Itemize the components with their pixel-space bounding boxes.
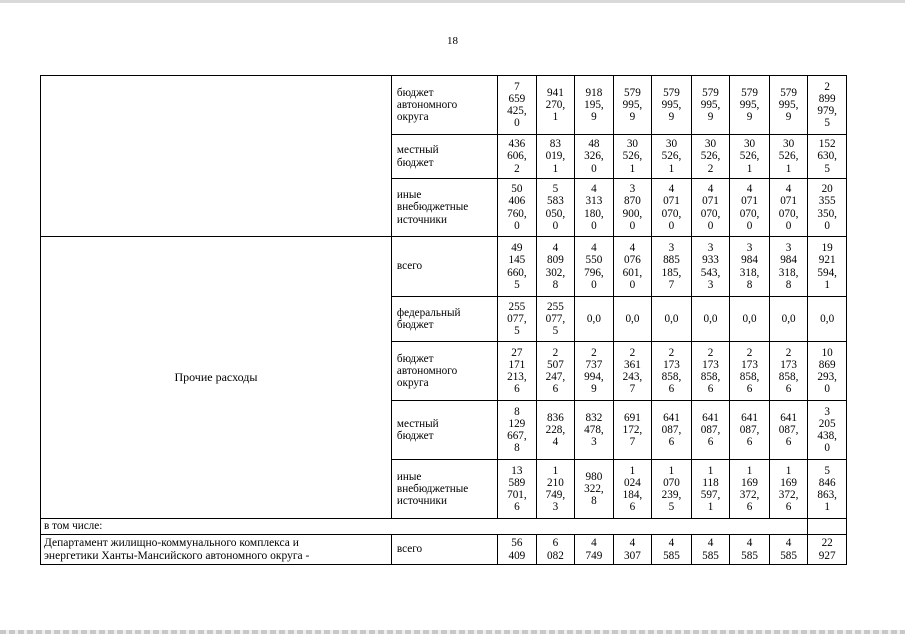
table-row (41, 535, 847, 565)
value-cell: 579 995, 9 (652, 76, 692, 135)
value-cell: 4 307 (613, 535, 652, 565)
value-cell: 4 585 (730, 535, 770, 565)
value-cell: 641 087, 6 (652, 401, 692, 460)
value-cell: 10 869 293, 0 (808, 342, 847, 401)
value-cell: 56 409 (498, 535, 537, 565)
value-cell: 4 076 601, 0 (613, 237, 652, 297)
value-cell: 4 809 302, 8 (536, 237, 575, 297)
value-cell: 2 173 858, 6 (769, 342, 808, 401)
value-cell: 4 585 (769, 535, 808, 565)
value-cell: 4 071 070, 0 (730, 179, 770, 237)
value-cell: 1 070 239, 5 (652, 460, 692, 519)
value-cell: 19 921 594, 1 (808, 237, 847, 297)
value-cell: 13 589 701, 6 (498, 460, 537, 519)
value-cell: 641 087, 6 (691, 401, 730, 460)
value-cell: 579 995, 9 (730, 76, 770, 135)
budget-table (40, 75, 847, 565)
value-cell: 1 169 372, 6 (769, 460, 808, 519)
funding-source-cell: бюджет автономного округа (391, 76, 497, 135)
value-cell: 1 210 749, 3 (536, 460, 575, 519)
value-cell: 579 995, 9 (691, 76, 730, 135)
table-row (41, 76, 847, 135)
funding-source-cell: федеральный бюджет (391, 297, 497, 342)
funding-source-cell: всего (391, 237, 497, 297)
value-cell: 3 984 318, 8 (730, 237, 770, 297)
value-cell: 2 173 858, 6 (652, 342, 692, 401)
value-cell: 48 326, 0 (575, 135, 614, 179)
value-cell: 1 118 597, 1 (691, 460, 730, 519)
funding-source-cell: иные внебюджетные источники (391, 179, 497, 237)
value-cell: 4 071 070, 0 (769, 179, 808, 237)
value-cell: 4 550 796, 0 (575, 237, 614, 297)
value-cell: 2 899 979, 5 (808, 76, 847, 135)
value-cell: 836 228, 4 (536, 401, 575, 460)
funding-source-cell: местный бюджет (391, 401, 497, 460)
empty-cell (808, 519, 847, 535)
value-cell: 3 933 543, 3 (691, 237, 730, 297)
value-cell: 0,0 (691, 297, 730, 342)
value-cell: 0,0 (730, 297, 770, 342)
value-cell: 27 171 213, 6 (498, 342, 537, 401)
value-cell: 30 526, 1 (730, 135, 770, 179)
value-cell: 0,0 (808, 297, 847, 342)
value-cell: 7 659 425, 0 (498, 76, 537, 135)
page-number: 18 (447, 35, 458, 47)
table-row (41, 519, 847, 535)
value-cell: 2 173 858, 6 (691, 342, 730, 401)
value-cell: 6 082 (536, 535, 575, 565)
value-cell: 4 585 (652, 535, 692, 565)
value-cell: 30 526, 1 (613, 135, 652, 179)
value-cell: 3 885 185, 7 (652, 237, 692, 297)
value-cell: 0,0 (575, 297, 614, 342)
value-cell: 1 024 184, 6 (613, 460, 652, 519)
value-cell: 641 087, 6 (730, 401, 770, 460)
value-cell: 30 526, 2 (691, 135, 730, 179)
value-cell: 22 927 (808, 535, 847, 565)
including-label: в том числе: (41, 519, 808, 535)
value-cell: 255 077, 5 (498, 297, 537, 342)
value-cell: 3 870 900, 0 (613, 179, 652, 237)
value-cell: 980 322, 8 (575, 460, 614, 519)
scan-bottom-edge (0, 630, 905, 634)
continued-program-cell (41, 76, 392, 237)
value-cell: 1 169 372, 6 (730, 460, 770, 519)
funding-source-cell: бюджет автономного округа (391, 342, 497, 401)
value-cell: 152 630, 5 (808, 135, 847, 179)
value-cell: 2 361 243, 7 (613, 342, 652, 401)
value-cell: 4 749 (575, 535, 614, 565)
value-cell: 436 606, 2 (498, 135, 537, 179)
value-cell: 832 478, 3 (575, 401, 614, 460)
value-cell: 641 087, 6 (769, 401, 808, 460)
funding-source-cell: всего (391, 535, 497, 565)
value-cell: 0,0 (652, 297, 692, 342)
value-cell: 941 270, 1 (536, 76, 575, 135)
value-cell: 2 737 994, 9 (575, 342, 614, 401)
value-cell: 20 355 350, 0 (808, 179, 847, 237)
value-cell: 3 205 438, 0 (808, 401, 847, 460)
program-label-cell: Прочие расходы (41, 237, 392, 519)
value-cell: 579 995, 9 (613, 76, 652, 135)
value-cell: 5 846 863, 1 (808, 460, 847, 519)
value-cell: 30 526, 1 (769, 135, 808, 179)
value-cell: 0,0 (613, 297, 652, 342)
table-row (41, 237, 847, 297)
value-cell: 8 129 667, 8 (498, 401, 537, 460)
funding-source-cell: иные внебюджетные источники (391, 460, 497, 519)
value-cell: 4 585 (691, 535, 730, 565)
department-label-cell: Департамент жилищно-коммунального комплекса и энергетики Ханты-Мансийского автономного округа - (41, 535, 392, 565)
value-cell: 4 071 070, 0 (691, 179, 730, 237)
value-cell: 30 526, 1 (652, 135, 692, 179)
value-cell: 50 406 760, 0 (498, 179, 537, 237)
funding-source-cell: местный бюджет (391, 135, 497, 179)
value-cell: 2 173 858, 6 (730, 342, 770, 401)
value-cell: 691 172, 7 (613, 401, 652, 460)
value-cell: 0,0 (769, 297, 808, 342)
value-cell: 918 195, 9 (575, 76, 614, 135)
scan-top-edge (0, 0, 905, 3)
value-cell: 4 313 180, 0 (575, 179, 614, 237)
value-cell: 255 077, 5 (536, 297, 575, 342)
value-cell: 3 984 318, 8 (769, 237, 808, 297)
value-cell: 579 995, 9 (769, 76, 808, 135)
value-cell: 5 583 050, 0 (536, 179, 575, 237)
value-cell: 2 507 247, 6 (536, 342, 575, 401)
value-cell: 83 019, 1 (536, 135, 575, 179)
value-cell: 4 071 070, 0 (652, 179, 692, 237)
value-cell: 49 145 660, 5 (498, 237, 537, 297)
